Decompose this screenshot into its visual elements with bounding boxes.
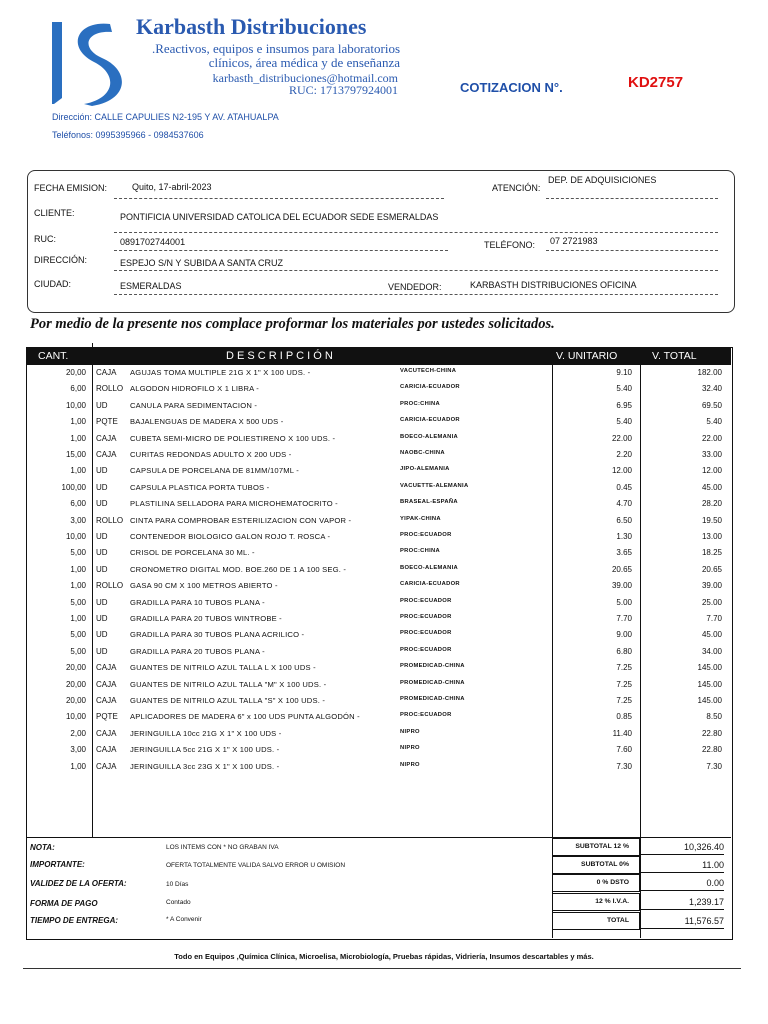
- row-origin: NIPRO: [400, 745, 420, 752]
- row-unit: ROLLO: [96, 581, 124, 591]
- row-unit: CAJA: [96, 679, 117, 689]
- row-unit-price: 20.65: [611, 564, 632, 574]
- vendedor-label: VENDEDOR:: [388, 282, 442, 292]
- row-desc: GRADILLA PARA 30 TUBOS PLANA ACRILICO -: [130, 630, 305, 640]
- header-cant: CANT.: [38, 350, 69, 362]
- row-desc: CONTENEDOR BIOLOGICO GALON ROJO T. ROSCA -: [130, 532, 331, 541]
- row-origin: VACUETTE-ALEMANIA: [400, 482, 469, 489]
- row-cant: 5,00: [70, 597, 86, 607]
- divider: [114, 294, 718, 295]
- row-total: 182.00: [697, 368, 722, 377]
- table-row: [26, 448, 731, 464]
- row-cant: 20,00: [65, 679, 86, 689]
- row-unit: UD: [96, 614, 108, 623]
- validez-label: VALIDEZ DE LA OFERTA:: [30, 879, 127, 888]
- row-unit-price: 6.50: [616, 515, 632, 525]
- row-unit-price: 0.85: [616, 712, 632, 722]
- divider: [546, 198, 718, 199]
- row-total: 28.20: [701, 499, 722, 509]
- row-origin: PROC:ECUADOR: [400, 597, 452, 604]
- row-cant: 1,00: [70, 761, 86, 771]
- row-total: 45.00: [701, 482, 722, 492]
- table-row: [26, 415, 731, 431]
- row-unit-price: 7.70: [616, 614, 632, 623]
- row-desc: PLASTILINA SELLADORA PARA MICROHEMATOCRITO -: [130, 499, 338, 509]
- row-unit: CAJA: [96, 663, 117, 673]
- importante-label: IMPORTANTE:: [30, 860, 85, 869]
- divider: [114, 270, 718, 271]
- row-origin: PROC:ECUADOR: [400, 614, 452, 620]
- row-total: 69.50: [701, 400, 722, 410]
- footer-rule: [23, 968, 741, 969]
- header-desc: D E S C R I P C I Ó N: [226, 350, 333, 362]
- row-unit: UD: [96, 630, 108, 640]
- table-row: [26, 710, 731, 726]
- company-phones: Teléfonos: 0995395966 - 0984537606: [52, 130, 204, 140]
- row-cant: 5,00: [70, 646, 86, 656]
- table-row: [26, 760, 731, 776]
- row-cant: 1,00: [70, 564, 86, 574]
- table-row: [26, 596, 731, 612]
- row-unit-price: 11.40: [612, 728, 632, 738]
- row-unit-price: 7.25: [616, 679, 632, 689]
- divider: [546, 250, 718, 251]
- atencion-label: ATENCIÓN:: [492, 183, 541, 193]
- row-cant: 1,00: [70, 581, 86, 591]
- row-unit-price: 7.30: [616, 761, 632, 771]
- ciudad-label: CIUDAD:: [34, 279, 72, 289]
- vendedor-value: KARBASTH DISTRIBUCIONES OFICINA: [470, 280, 637, 290]
- row-total: 13.00: [701, 532, 722, 541]
- row-desc: CRONOMETRO DIGITAL MOD. BOE.260 DE 1 A 100 SEG. -: [130, 564, 347, 574]
- row-cant: 3,00: [70, 515, 86, 525]
- row-desc: CRISOL DE PORCELANA 30 ML. -: [130, 548, 255, 558]
- row-unit: CAJA: [96, 433, 117, 443]
- row-unit: UD: [96, 646, 108, 656]
- row-unit-price: 4.70: [616, 499, 632, 509]
- row-unit: ROLLO: [96, 384, 124, 394]
- row-total: 32.40: [701, 384, 722, 394]
- row-desc: JERINGUILLA 10cc 21G X 1" X 100 UDS -: [130, 728, 282, 738]
- row-unit: UD: [96, 400, 108, 410]
- row-unit: CAJA: [96, 450, 117, 459]
- divider: [114, 232, 718, 233]
- row-origin: PROC:CHINA: [400, 548, 441, 555]
- row-origin: PROC:ECUADOR: [400, 646, 452, 653]
- row-unit-price: 5.40: [616, 384, 632, 394]
- row-desc: GUANTES DE NITRILO AZUL TALLA L X 100 UDS -: [130, 663, 316, 673]
- totals-value: 11.00: [640, 856, 724, 873]
- row-unit: UD: [96, 499, 108, 509]
- row-desc: CANULA PARA SEDIMENTACION -: [130, 400, 258, 410]
- totals-value: 0.00: [640, 874, 724, 891]
- row-unit: CAJA: [96, 368, 117, 377]
- validez-value: 10 Días: [166, 881, 189, 888]
- row-origin: YIPAK-CHINA: [400, 515, 441, 522]
- row-desc: CURITAS REDONDAS ADULTO X 200 UDS -: [130, 450, 292, 459]
- totals-label: TOTAL: [552, 912, 640, 930]
- row-origin: PROC:CHINA: [400, 400, 441, 407]
- row-cant: 6,00: [70, 384, 86, 394]
- row-unit: UD: [96, 548, 108, 558]
- row-cant: 3,00: [70, 745, 86, 755]
- company-logo: [46, 18, 136, 108]
- row-origin: VACUTECH-CHINA: [400, 368, 457, 374]
- table-row: [26, 645, 731, 661]
- row-total: 34.00: [701, 646, 722, 656]
- nota-label: NOTA:: [30, 843, 55, 852]
- row-cant: 1,00: [70, 466, 86, 476]
- row-origin: BOECO-ALEMANIA: [400, 433, 458, 440]
- row-cant: 6,00: [70, 499, 86, 509]
- row-desc: GRADILLA PARA 10 TUBOS PLANA -: [130, 597, 265, 607]
- row-origin: BRASEAL-ESPAÑA: [400, 499, 458, 506]
- row-unit: CAJA: [96, 696, 117, 705]
- quote-number: KD2757: [628, 74, 684, 91]
- row-unit: ROLLO: [96, 515, 124, 525]
- row-desc: GRADILLA PARA 20 TUBOS PLANA -: [130, 646, 265, 656]
- row-unit-price: 5.00: [616, 597, 632, 607]
- row-desc: CAPSULA DE PORCELANA DE 81MM/107ML -: [130, 466, 299, 476]
- row-cant: 5,00: [70, 548, 86, 558]
- ciudad-value: ESMERALDAS: [120, 281, 182, 291]
- atencion-value: DEP. DE ADQUISICIONES: [548, 175, 657, 185]
- row-origin: NIPRO: [400, 728, 420, 735]
- row-desc: CUBETA SEMI-MICRO DE POLIESTIRENO X 100 UDS. -: [130, 433, 336, 443]
- entrega-label: TIEMPO DE ENTREGA:: [30, 916, 119, 925]
- row-origin: JIPO-ALEMANIA: [400, 466, 450, 473]
- nota-value: LOS INTEMS CON * NO GRABAN IVA: [166, 844, 279, 851]
- row-unit-price: 1.30: [616, 532, 632, 541]
- pago-label: FORMA DE PAGO: [30, 899, 98, 908]
- footer-slogan: Todo en Equipos ,Química Clínica, Microelisa, Microbiología, Pruebas rápidas, Vidriería, Insumos descartables y más.: [174, 952, 594, 961]
- row-cant: 10,00: [65, 400, 86, 410]
- company-tagline: .Reactivos, equipos e insumos para laboratorios clínicos, área médica y de enseñanza: [151, 41, 400, 70]
- table-row: [26, 464, 731, 480]
- row-desc: GASA 90 CM X 100 METROS ABIERTO -: [130, 581, 278, 591]
- table-row: [26, 579, 731, 595]
- row-desc: GRADILLA PARA 20 TUBOS WINTROBE -: [130, 614, 282, 623]
- row-origin: CARICIA-ECUADOR: [400, 384, 460, 391]
- row-unit-price: 6.95: [616, 400, 632, 410]
- row-total: 33.00: [701, 450, 722, 459]
- importante-value: OFERTA TOTALMENTE VALIDA SALVO ERROR U OMISION: [166, 862, 346, 869]
- fecha-value: Quito, 17-abril-2023: [132, 182, 212, 192]
- row-origin: BOECO-ALEMANIA: [400, 564, 458, 571]
- row-cant: 1,00: [70, 614, 86, 623]
- fecha-label: FECHA EMISION:: [34, 183, 108, 193]
- totals-label: 0 % DSTO: [552, 874, 640, 892]
- totals-value: 10,326.40: [640, 838, 724, 855]
- row-unit-price: 5.40: [616, 417, 632, 427]
- row-unit-price: 3.65: [616, 548, 632, 558]
- table-row: [26, 563, 731, 579]
- ruc-label: RUC:: [34, 234, 56, 244]
- row-cant: 20,00: [65, 368, 86, 377]
- row-unit: PQTE: [96, 417, 118, 427]
- totals-value: 11,576.57: [640, 912, 724, 929]
- totals-label: SUBTOTAL 0%: [552, 856, 640, 874]
- table-row: [26, 530, 731, 546]
- row-total: 45.00: [701, 630, 722, 640]
- row-unit: UD: [96, 466, 108, 476]
- row-desc: JERINGUILLA 3cc 23G X 1" X 100 UDS. -: [130, 761, 280, 771]
- row-total: 39.00: [701, 581, 722, 591]
- row-cant: 20,00: [65, 663, 86, 673]
- row-origin: NAOBC-CHINA: [400, 450, 445, 456]
- table-row: [26, 628, 731, 644]
- table-header: [26, 347, 731, 365]
- company-address: Dirección: CALLE CAPULIES N2-195 Y AV. ATAHUALPA: [52, 112, 279, 122]
- divider: [114, 250, 448, 251]
- row-origin: PROC:ECUADOR: [400, 532, 452, 538]
- row-cant: 20,00: [65, 696, 86, 705]
- row-cant: 1,00: [70, 417, 86, 427]
- table-row: [26, 497, 731, 513]
- row-origin: PROMEDICAD-CHINA: [400, 696, 465, 702]
- table-row: [26, 694, 731, 710]
- row-unit-price: 39.00: [611, 581, 632, 591]
- table-row: [26, 612, 731, 628]
- table-row: [26, 399, 731, 415]
- row-cant: 10,00: [65, 712, 86, 722]
- row-unit: UD: [96, 564, 108, 574]
- pago-value: Contado: [166, 899, 191, 906]
- row-origin: PROMEDICAD-CHINA: [400, 679, 465, 686]
- row-unit-price: 9.00: [616, 630, 632, 640]
- row-cant: 5,00: [70, 630, 86, 640]
- row-desc: AGUJAS TOMA MULTIPLE 21G X 1" X 100 UDS. -: [130, 368, 311, 377]
- row-desc: APLICADORES DE MADERA 6" x 100 UDS PUNTA ALGODÓN -: [130, 712, 360, 722]
- direccion-label: DIRECCIÓN:: [34, 255, 88, 265]
- row-cant: 1,00: [70, 433, 86, 443]
- row-desc: CINTA PARA COMPROBAR ESTERILIZACION CON VAPOR -: [130, 515, 352, 525]
- row-unit: PQTE: [96, 712, 118, 722]
- row-total: 145.00: [697, 663, 722, 673]
- row-total: 12.00: [701, 466, 722, 476]
- row-unit-price: 2.20: [616, 450, 632, 459]
- row-unit-price: 6.80: [616, 646, 632, 656]
- company-ruc: RUC: 1713797924001: [288, 83, 398, 97]
- direccion-value: ESPEJO S/N Y SUBIDA A SANTA CRUZ: [120, 258, 284, 268]
- ruc-value: 0891702744001: [120, 237, 186, 247]
- table-row: [26, 743, 731, 759]
- row-origin: NIPRO: [400, 761, 420, 768]
- row-total: 7.30: [706, 761, 722, 771]
- company-email: karbasth_distribuciones@hotmail.com: [212, 71, 398, 85]
- telefono-value: 07 2721983: [550, 236, 598, 246]
- cliente-label: CLIENTE:: [34, 208, 75, 218]
- row-unit-price: 7.25: [616, 696, 632, 705]
- row-unit-price: 0.45: [616, 482, 632, 492]
- intro-text: Por medio de la presente nos complace proformar los materiales por ustedes solicitados.: [30, 316, 555, 332]
- quote-label: COTIZACION N°.: [460, 80, 563, 95]
- row-total: 8.50: [706, 712, 722, 722]
- row-cant: 10,00: [65, 532, 86, 541]
- row-unit-price: 7.25: [616, 663, 632, 673]
- row-unit: CAJA: [96, 745, 117, 755]
- row-total: 7.70: [706, 614, 722, 623]
- row-origin: PROC:ECUADOR: [400, 630, 452, 637]
- row-unit-price: 7.60: [616, 745, 632, 755]
- row-cant: 100,00: [61, 482, 86, 492]
- row-unit: CAJA: [96, 761, 117, 771]
- row-unit-price: 9.10: [616, 368, 632, 377]
- row-total: 145.00: [697, 696, 722, 705]
- row-desc: JERINGUILLA 5cc 21G X 1" X 100 UDS. -: [130, 745, 280, 755]
- company-name: Karbasth Distribuciones: [136, 14, 367, 39]
- row-origin: CARICIA-ECUADOR: [400, 417, 460, 424]
- column-divider: [92, 343, 93, 347]
- row-desc: CAPSULA PLASTICA PORTA TUBOS -: [130, 482, 270, 492]
- row-origin: PROMEDICAD-CHINA: [400, 663, 465, 670]
- table-row: [26, 727, 731, 743]
- divider: [114, 198, 444, 199]
- row-total: 20.65: [701, 564, 722, 574]
- row-desc: GUANTES DE NITRILO AZUL TALLA "M" X 100 UDS. -: [130, 679, 327, 689]
- row-total: 25.00: [701, 597, 722, 607]
- totals-label: SUBTOTAL 12 %: [552, 838, 640, 856]
- row-total: 5.40: [706, 417, 722, 427]
- table-row: [26, 546, 731, 562]
- row-unit: UD: [96, 597, 108, 607]
- row-total: 18.25: [701, 548, 722, 558]
- row-total: 22.80: [701, 728, 722, 738]
- row-cant: 2,00: [70, 728, 86, 738]
- row-desc: GUANTES DE NITRILO AZUL TALLA "S" X 100 UDS. -: [130, 696, 326, 705]
- row-desc: ALGODON HIDROFILO X 1 LIBRA -: [130, 384, 260, 394]
- table-row: [26, 481, 731, 497]
- row-unit-price: 22.00: [611, 433, 632, 443]
- totals-value: 1,239.17: [640, 893, 724, 910]
- row-total: 145.00: [697, 679, 722, 689]
- row-unit: UD: [96, 532, 108, 541]
- row-unit-price: 12.00: [611, 466, 632, 476]
- row-cant: 15,00: [65, 450, 86, 459]
- row-origin: PROC:ECUADOR: [400, 712, 452, 719]
- cliente-value: PONTIFICIA UNIVERSIDAD CATOLICA DEL ECUADOR SEDE ESMERALDAS: [120, 212, 439, 222]
- table-row: [26, 382, 731, 398]
- header-vu: V. UNITARIO: [556, 350, 618, 362]
- table-row: [26, 661, 731, 677]
- entrega-value: * A Convenir: [166, 916, 202, 923]
- row-unit: UD: [96, 482, 108, 492]
- row-total: 22.00: [701, 433, 722, 443]
- row-origin: CARICIA-ECUADOR: [400, 581, 460, 588]
- totals-label: 12 % I.V.A.: [552, 893, 640, 911]
- telefono-label: TELÉFONO:: [484, 240, 536, 250]
- row-total: 22.80: [701, 745, 722, 755]
- table-row: [26, 432, 731, 448]
- table-row: [26, 678, 731, 694]
- table-row: [26, 514, 731, 530]
- table-row: [26, 366, 731, 382]
- row-unit: CAJA: [96, 728, 117, 738]
- row-total: 19.50: [701, 515, 722, 525]
- header-vt: V. TOTAL: [652, 350, 697, 362]
- row-desc: BAJALENGUAS DE MADERA X 500 UDS -: [130, 417, 284, 427]
